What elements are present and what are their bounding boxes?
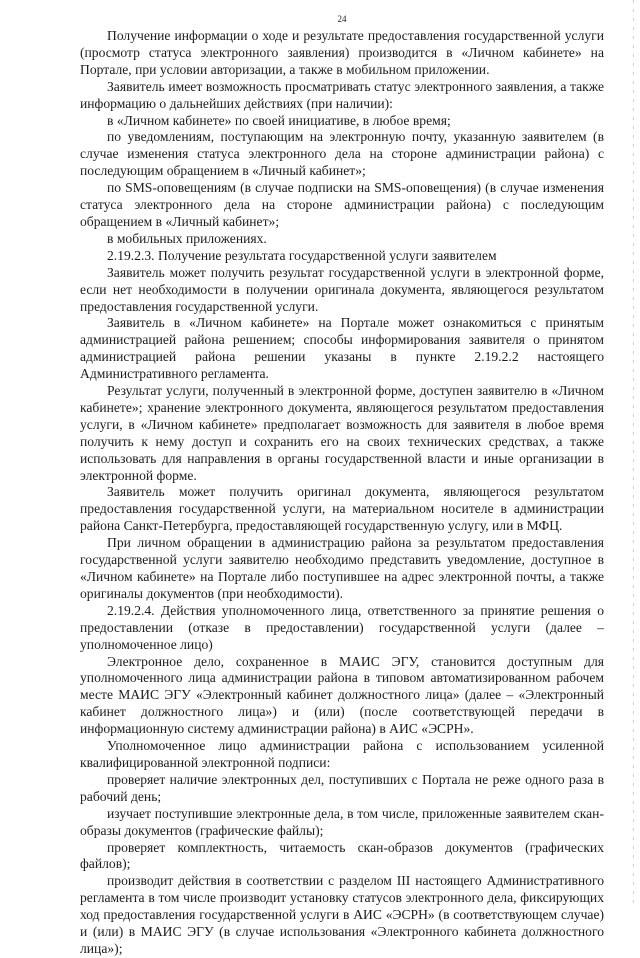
document-body (80, 28, 604, 958)
paragraph: Заявитель в «Личном кабинете» на Портале может ознакомиться с принятым администрацией района решением; способы информирования заявителя о принятом администрацией района решении указаны в пункте 2.19.2.2 настоящего Административного регламента. (80, 315, 604, 382)
section-heading: 2.19.2.3. Получение результата государственной услуги заявителем (107, 247, 497, 263)
paragraph: изучает поступившие электронные дела, в том числе, приложенные заявителем скан-образы документов (графические файлы); (80, 805, 604, 838)
paragraph: проверяет наличие электронных дел, поступивших с Портала не реже одного раза в рабочий день; (80, 771, 604, 804)
section-heading: 2.19.2.4. Действия уполномоченного лица, ответственного за принятие решения о предоставлении (отказе в предоставлении) государственной услуги (далее – уполномоченное лицо) (80, 602, 604, 652)
paragraph: Электронное дело, сохраненное в МАИС ЭГУ, становится доступным для уполномоченного лица администрации района в типовом автоматизированном рабочем месте МАИС ЭГУ «Электронный кабинет должностного лица» (далее – «Электронный кабинет должностного лица») и (или) (после соответствующей передачи в информационную систему администрации района) в АИС «ЭСРН». (80, 653, 604, 737)
paragraph: производит действия в соответствии с разделом III настоящего Административного регламента в том числе производит установку статусов электронного дела, фиксирующих ход предоставления государственной услуги в АИС «ЭСРН» (в соответствующем случае) и (или) в МАИС ЭГУ (в случае использования «Электронного кабинета должностного лица»); (80, 873, 604, 956)
paragraph: в мобильных приложениях. (107, 230, 267, 246)
paragraph: по уведомлениям, поступающим на электронную почту, указанную заявителем (в случае изменения статуса электронного дела на стороне администрации района) с последующим обращением в «Личный кабинет»; (80, 129, 604, 179)
paragraph: Заявитель имеет возможность просматривать статус электронного заявления, а также информацию о дальнейших действиях (при наличии): (80, 78, 604, 111)
page-number: 24 (337, 14, 347, 24)
paragraph: Заявитель может получить результат государственной услуги в электронной форме, если нет необходимости в получении оригинала документа, являющегося результатом предоставления государственной услуги. (80, 264, 604, 314)
paragraph: Результат услуги, полученный в электронной форме, доступен заявителю в «Личном кабинете»; хранение электронного документа, являющегося результатом предоставления услуги, в «Личном кабинете» предполагает возможность для заявителя в любое время получить к нему доступ и сохранить его на своих технических средствах, а также использовать для направления в органы государственной власти и иные организации в электронной форме. (80, 383, 604, 483)
paragraph: проверяет комплектность, читаемость скан-образов документов (графических файлов); (80, 839, 604, 872)
paragraph: Уполномоченное лицо администрации района с использованием усиленной квалифицированной электронной подписи: (80, 738, 604, 770)
paragraph: При личном обращении в администрацию района за результатом предоставления государственной услуги заявителю необходимо представить уведомление, доступное в «Личном кабинете» на Портале либо поступившее на адрес электронной почты, а также оригиналы документов (при необходимости). (80, 535, 604, 601)
paragraph: по SMS-оповещениям (в случае подписки на SMS-оповещения) (в случае изменения статуса электронного дела на стороне администрации района) с последующим обращением в «Личный кабинет»; (80, 180, 604, 229)
paragraph: Заявитель может получить оригинал документа, являющегося результатом предоставления государственной услуги, на материальном носителе в администрации района Санкт-Петербурга, предоставляющей государственную услугу, или в МФЦ. (80, 484, 604, 534)
paragraph: в «Личном кабинете» по своей инициативе, в любое время; (107, 112, 451, 128)
paragraph: Получение информации о ходе и результате предоставления государственной услуги (просмотр статуса электронного заявления) производится в «Личном кабинете» на Портале, при условии авторизации, а также в мобильном приложении. (80, 28, 604, 77)
scan-edge-mark (633, 0, 634, 905)
